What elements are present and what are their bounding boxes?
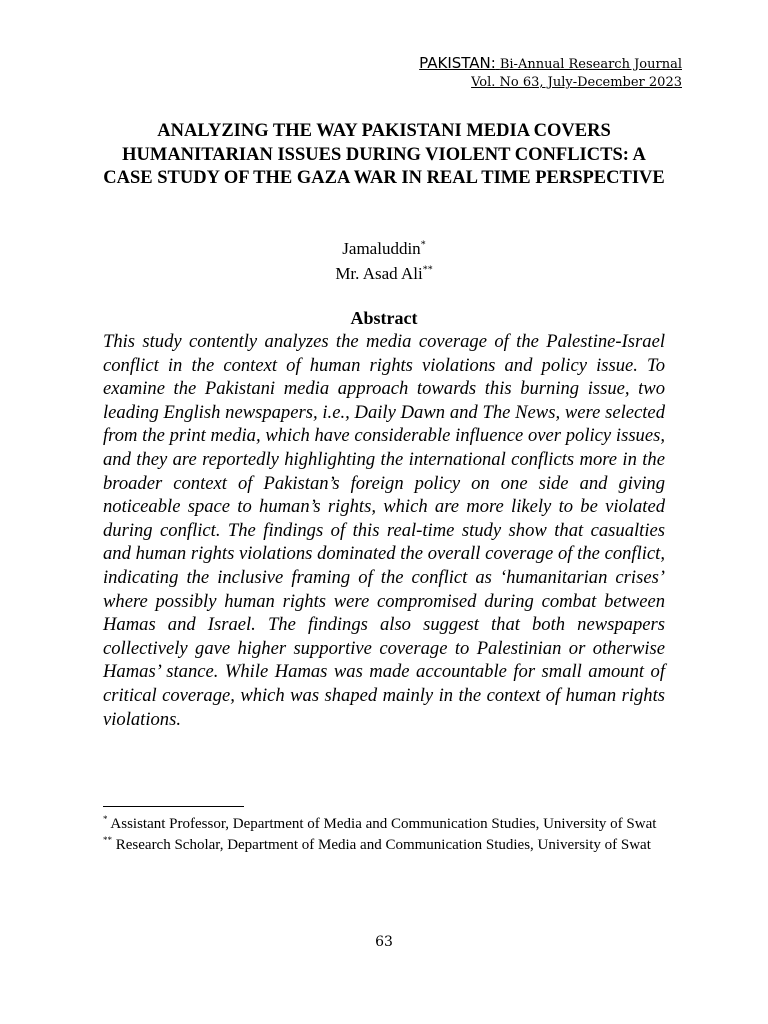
footnotes xyxy=(103,814,665,855)
author-1 xyxy=(103,236,665,261)
footnote-1-text: Assistant Professor, Department of Media and Communication Studies, University of Swat xyxy=(107,816,657,832)
footnote-2-mark: ** xyxy=(103,834,112,845)
abstract-text: This study contently analyzes the media coverage of the Palestine-Israel conflict in the context of human rights violations and policy issue. To examine the Pakistani media approach towards this burning issue, two leading English newspapers, i.e., Daily Dawn and The News, were selected from the print media, which have considerable influence over policy issues, and they are reportedly highlighting the international conflicts more in the broader context of Pakistan’s foreign policy on one side and giving noticeable space to human’s rights, which are more likely to be violated during conflict. The findings of this real-time study show that casualties and human rights violations dominated the overall coverage of the conflict, indicating the inclusive framing of the conflict as ‘humanitarian crises’ where possibly human rights were compromised during combat between Hamas and Israel. The findings also suggest that both newspapers collectively gave higher supportive coverage to Palestinian or otherwise Hamas’ stance. While Hamas was made accountable for small amount of critical coverage, which was shaped mainly in the context of human rights violations. xyxy=(103,331,665,730)
author-2-mark: ** xyxy=(422,264,433,276)
abstract-heading: Abstract xyxy=(350,308,418,328)
running-header xyxy=(419,54,682,92)
journal-volume: Vol. No 63, July-December 2023 xyxy=(471,75,682,90)
page-number: 63 xyxy=(375,934,393,950)
footnote-divider xyxy=(103,806,244,807)
footnote-1-mark: * xyxy=(103,814,108,824)
author-2-name: Mr. Asad Ali xyxy=(335,264,423,283)
author-1-name: Jamaluddin xyxy=(342,239,421,258)
paper-title: ANALYZING THE WAY PAKISTANI MEDIA COVERS HUMANITARIAN ISSUES DURING VIOLENT CONFLICTS: A CASE STUDY OF THE GAZA WAR IN REAL TIME PERSPECTIVE xyxy=(103,121,665,188)
footnote-2 xyxy=(103,835,665,856)
author-list xyxy=(103,236,665,286)
journal-name-main: PAKISTAN: xyxy=(419,54,496,72)
journal-name-sub: Bi-Annual Research Journal xyxy=(499,57,682,72)
author-1-mark: * xyxy=(420,239,426,251)
footnote-1 xyxy=(103,814,665,835)
footnote-2-text: Research Scholar, Department of Media and Communication Studies, University of Swat xyxy=(112,836,651,853)
author-2 xyxy=(103,261,665,286)
journal-name xyxy=(419,54,682,74)
